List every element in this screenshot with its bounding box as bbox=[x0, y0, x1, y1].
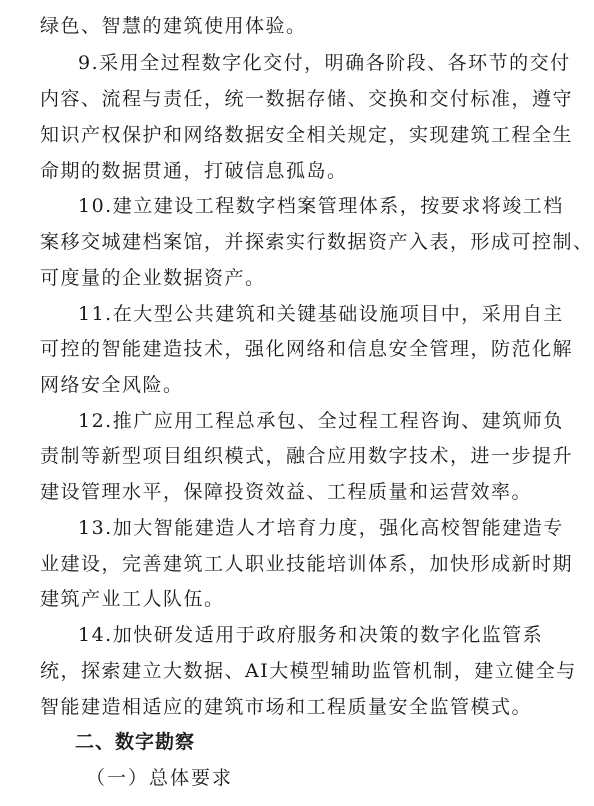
paragraph-line: 14.加快研发适用于政府服务和决策的数字化监管系 bbox=[78, 624, 544, 646]
section-heading: 二、数字勘察 bbox=[75, 731, 196, 753]
paragraph-line: 绿色、智慧的建筑使用体验。 bbox=[40, 15, 307, 37]
paragraph-line: 可控的智能建造技术，强化网络和信息安全管理，防范化解 bbox=[40, 338, 574, 360]
paragraph-line: 建设管理水平，保障投资效益、工程质量和运营效率。 bbox=[40, 481, 533, 503]
paragraph-line: 案移交城建档案馆，并探索实行数据资产入表，形成可控制、 bbox=[40, 231, 594, 253]
paragraph-line: 11.在大型公共建筑和关键基础设施项目中，采用自主 bbox=[78, 303, 564, 325]
paragraph-line: 9.采用全过程数字化交付，明确各阶段、各环节的交付 bbox=[78, 52, 571, 74]
paragraph-line: 责制等新型项目组织模式，融合应用数字技术，进一步提升 bbox=[40, 445, 574, 467]
paragraph-line: 内容、流程与责任，统一数据存储、交换和交付标准，遵守 bbox=[40, 88, 574, 110]
paragraph-line: 网络安全风险。 bbox=[40, 374, 184, 396]
paragraph-line: 13.加大智能建造人才培育力度，强化高校智能建造专 bbox=[78, 517, 564, 539]
paragraph-line: 智能建造相适应的建筑市场和工程质量安全监管模式。 bbox=[40, 696, 533, 718]
paragraph-line: 知识产权保护和网络数据安全相关规定，实现建筑工程全生 bbox=[40, 124, 574, 146]
subsection-heading: （一）总体要求 bbox=[86, 767, 234, 789]
paragraph-line: 12.推广应用工程总承包、全过程工程咨询、建筑师负 bbox=[78, 410, 564, 432]
paragraph-line: 统，探索建立大数据、AI大模型辅助监管机制，建立健全与 bbox=[40, 660, 577, 682]
paragraph-line: 业建设，完善建筑工人职业技能培训体系，加快形成新时期 bbox=[40, 553, 574, 575]
paragraph-line: 建筑产业工人队伍。 bbox=[40, 588, 225, 610]
paragraph-line: 10.建立建设工程数字档案管理体系，按要求将竣工档 bbox=[78, 195, 564, 217]
paragraph-line: 命期的数据贯通，打破信息孤岛。 bbox=[40, 160, 348, 182]
paragraph-line: 可度量的企业数据资产。 bbox=[40, 267, 266, 289]
